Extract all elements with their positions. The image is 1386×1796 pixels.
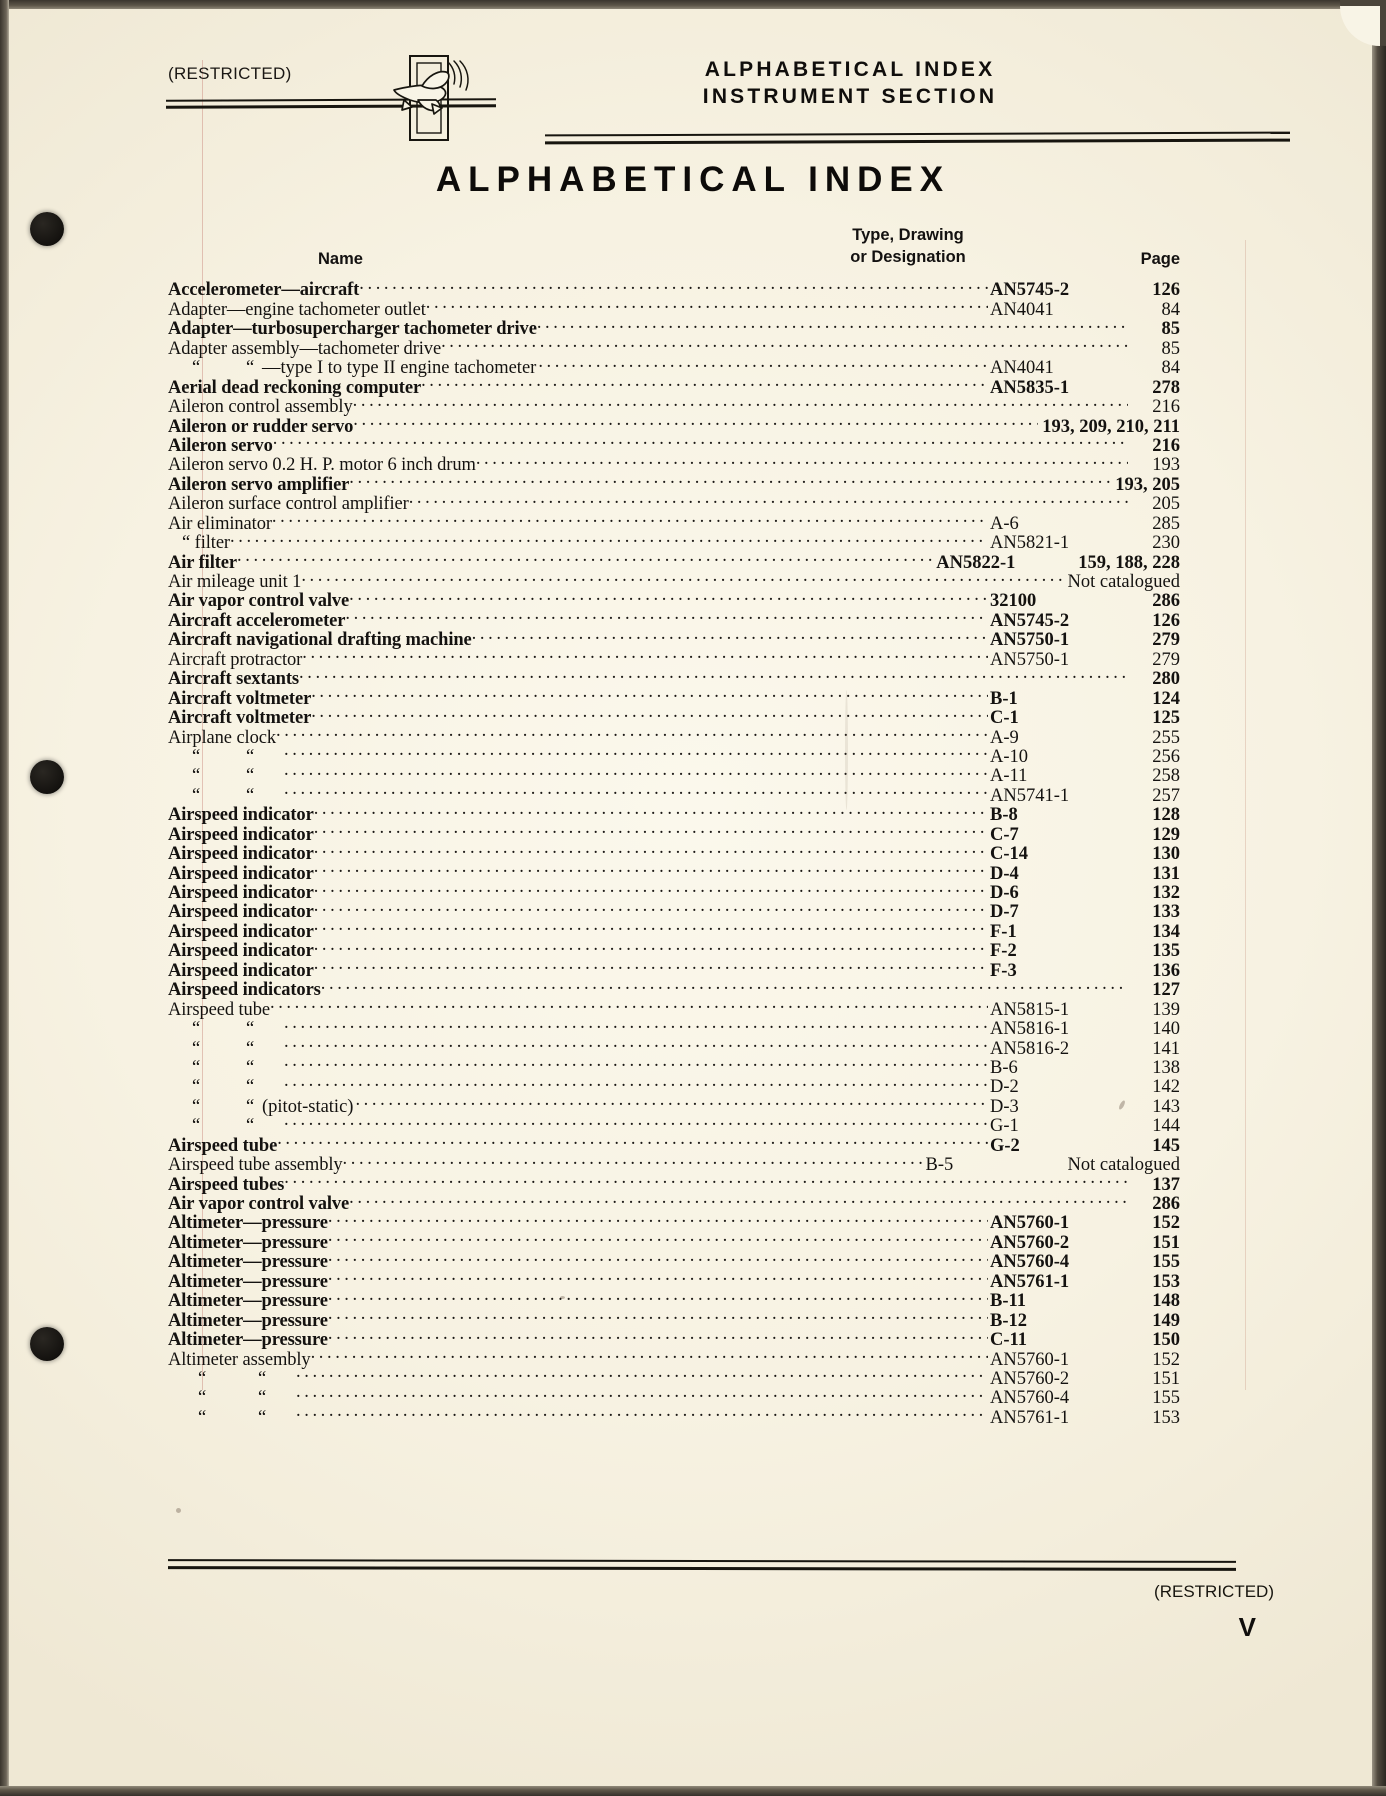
ditto-mark: “ <box>192 1019 201 1040</box>
dot-leader <box>472 626 988 645</box>
index-entry-name: Airspeed indicators <box>168 980 321 1001</box>
index-entry-name: Airspeed tube assembly <box>168 1155 343 1176</box>
index-entry-type-designation: 32100 <box>990 591 1037 612</box>
dot-leader <box>284 781 988 800</box>
index-entry-name: Aircraft voltmeter <box>168 688 312 709</box>
index-entry-name: Airspeed indicator <box>168 805 314 826</box>
table-column-headers <box>168 224 1180 276</box>
index-entry-page: 85 <box>1161 338 1180 359</box>
index-entry-page: 84 <box>1161 299 1180 320</box>
dot-leader <box>328 1209 988 1228</box>
index-entry-name: Air vapor control valve <box>168 591 350 612</box>
index-entry-row <box>168 432 1180 456</box>
index-entry-type-designation: AN5745-2 <box>990 610 1070 631</box>
dot-leader <box>311 1345 988 1364</box>
page-header <box>160 52 1230 148</box>
index-entry-page: Not catalogued <box>1067 572 1180 592</box>
index-entry-name: Adapter—engine tachometer outlet <box>168 299 426 320</box>
index-entry-type-designation: D-4 <box>990 863 1019 884</box>
index-entry-name: Airspeed indicator <box>168 883 314 903</box>
index-entry-row <box>168 665 1180 690</box>
index-entry-page: 193 <box>1152 455 1180 476</box>
index-entry-type-designation: G-2 <box>990 1135 1020 1156</box>
index-entry-type-designation: AN5815-1 <box>990 999 1070 1020</box>
index-entry-type-designation: B-11 <box>990 1291 1026 1312</box>
page-footer <box>168 1560 1274 1642</box>
dot-leader <box>421 373 988 392</box>
dot-leader <box>277 1131 988 1150</box>
alphabetical-index-table <box>168 224 1180 1428</box>
index-entry-type-designation: B-5 <box>925 1155 954 1176</box>
page-corner-top-right-inner <box>1340 6 1380 46</box>
dot-leader <box>314 859 988 878</box>
dot-leader <box>276 723 988 742</box>
index-entry-name: Aerial dead reckoning computer <box>168 377 422 398</box>
index-entry-type-designation: AN5760-4 <box>990 1388 1070 1409</box>
column-header-type-line-2: or Designation <box>850 248 966 266</box>
scan-edge-bottom <box>0 1786 1386 1796</box>
binder-punch-hole <box>30 760 64 794</box>
index-entry-name: Aileron servo 0.2 H. P. motor 6 inch drum <box>168 455 476 476</box>
header-title <box>640 56 1060 110</box>
index-entry-page: 286 <box>1152 591 1180 612</box>
index-entry-type-designation: AN5822-1 <box>936 552 1016 573</box>
index-entry-page: 256 <box>1152 746 1180 767</box>
dot-leader <box>328 1248 988 1267</box>
dot-leader <box>270 995 988 1014</box>
index-entry-subname: (pitot-static) <box>262 1096 354 1117</box>
dot-leader <box>272 509 988 528</box>
index-entry-row <box>168 684 1180 709</box>
index-entry-type-designation: C-11 <box>990 1330 1027 1351</box>
dot-leader <box>284 1170 1128 1189</box>
dot-leader <box>230 529 988 548</box>
index-entry-type-designation: AN5760-2 <box>990 1232 1070 1253</box>
index-entry-page: 216 <box>1152 435 1180 456</box>
index-entry-page: 152 <box>1152 1213 1180 1234</box>
index-entry-page: 139 <box>1152 999 1180 1020</box>
dot-leader <box>314 820 988 839</box>
index-entry-name: Airspeed indicator <box>168 863 314 884</box>
dot-leader <box>314 956 988 975</box>
ditto-mark: “ <box>198 1368 207 1389</box>
ditto-mark: “ <box>192 1077 201 1098</box>
ditto-mark: “ <box>198 1388 207 1409</box>
index-entry-name: Aileron surface control amplifier <box>168 494 409 515</box>
index-entry-page: 142 <box>1152 1077 1180 1098</box>
dot-leader <box>302 645 988 664</box>
index-entry-page: 257 <box>1152 785 1180 806</box>
index-entry-page: 126 <box>1152 280 1180 301</box>
index-entry-name: Aileron servo amplifier <box>168 474 350 495</box>
index-entry-row <box>168 995 1180 1020</box>
index-entry-type-designation: AN5816-1 <box>990 1019 1070 1040</box>
index-entry-page: 279 <box>1152 649 1180 670</box>
dot-leader <box>284 762 988 781</box>
index-entry-name: Altimeter—pressure <box>168 1213 328 1234</box>
dot-leader <box>343 1151 924 1170</box>
dot-leader <box>328 1287 988 1306</box>
index-entry-type-designation: B-12 <box>990 1310 1027 1331</box>
index-entry-page: 159, 188, 228 <box>1078 552 1180 573</box>
index-entry-page: 128 <box>1152 805 1180 826</box>
index-entry-row <box>168 976 1180 1001</box>
column-header-page: Page <box>1140 250 1180 268</box>
ditto-mark: “ <box>246 1077 255 1098</box>
index-entry-row <box>168 1190 1180 1214</box>
ditto-mark: “ <box>246 1038 255 1059</box>
index-entry-page: 258 <box>1152 766 1180 787</box>
index-entry-list <box>168 276 1180 1428</box>
index-entry-page: 134 <box>1152 921 1180 942</box>
index-entry-type-designation: A-10 <box>990 746 1029 767</box>
index-entry-page: 278 <box>1152 377 1180 398</box>
dot-leader <box>301 568 1063 587</box>
index-entry-name: Airspeed indicator <box>168 824 314 845</box>
dot-leader <box>353 412 1038 431</box>
index-entry-name: Airspeed tube <box>168 1135 278 1156</box>
dot-leader <box>296 1384 988 1403</box>
column-header-type <box>823 224 993 268</box>
ditto-mark: “ <box>258 1388 267 1409</box>
index-entry-name: Aircraft protractor <box>168 649 303 670</box>
index-entry-page: 216 <box>1152 397 1180 418</box>
index-entry-name: “ filter <box>182 533 230 554</box>
ditto-mark: “ <box>192 785 201 806</box>
ditto-mark: “ <box>246 1116 255 1137</box>
index-entry-page: 285 <box>1152 513 1180 534</box>
scan-edge-left <box>0 0 9 1796</box>
index-entry-page: 135 <box>1152 941 1180 962</box>
index-entry-name: Air mileage unit 1 <box>168 572 302 592</box>
index-entry-row <box>168 451 1180 476</box>
header-title-line-2: INSTRUMENT SECTION <box>702 85 998 108</box>
index-entry-page: 155 <box>1152 1388 1180 1409</box>
ditto-mark: “ <box>192 358 201 379</box>
ditto-mark: “ <box>192 1116 201 1137</box>
index-entry-type-designation: B-6 <box>990 1057 1018 1078</box>
index-entry-name: Airspeed indicator <box>168 902 314 923</box>
dot-leader <box>328 1306 988 1325</box>
index-entry-type-designation: AN5750-1 <box>990 630 1070 651</box>
index-entry-name: Airspeed indicator <box>168 941 314 962</box>
index-entry-page: 140 <box>1152 1019 1180 1040</box>
index-entry-page: 129 <box>1152 824 1180 845</box>
dot-leader <box>321 976 1128 995</box>
index-entry-name: Altimeter—pressure <box>168 1271 328 1292</box>
airplane-in-frame-icon <box>388 48 484 148</box>
dot-leader <box>284 743 988 762</box>
index-entry-page: 279 <box>1152 630 1180 651</box>
index-entry-type-designation: AN4041 <box>990 299 1054 320</box>
index-entry-name: Altimeter—pressure <box>168 1291 328 1312</box>
restricted-label-top: (RESTRICTED) <box>168 64 292 83</box>
index-entry-page: 133 <box>1152 902 1180 923</box>
ditto-mark: “ <box>246 1019 255 1040</box>
dot-leader <box>284 1054 988 1073</box>
index-entry-type-designation: C-14 <box>990 844 1029 865</box>
dot-leader <box>349 1190 1128 1209</box>
index-entry-page: 130 <box>1152 844 1180 865</box>
ditto-mark: “ <box>198 1407 207 1428</box>
index-entry-page: 149 <box>1152 1310 1180 1331</box>
index-entry-name: Adapter assembly—tachometer drive <box>168 338 442 359</box>
page-number: V <box>1238 1612 1256 1642</box>
dot-leader <box>314 898 988 917</box>
ditto-mark: “ <box>258 1368 267 1389</box>
index-entry-page: 151 <box>1152 1232 1180 1253</box>
index-entry-type-designation: AN5741-1 <box>990 785 1070 806</box>
index-entry-page: 144 <box>1152 1116 1180 1137</box>
index-entry-type-designation: D-2 <box>990 1077 1019 1098</box>
dot-leader <box>284 1073 988 1092</box>
index-entry-type-designation: AN5821-1 <box>990 533 1070 554</box>
dot-leader <box>311 684 988 703</box>
dot-leader <box>273 432 1128 451</box>
ditto-mark: “ <box>192 1057 201 1078</box>
index-entry-name: Altimeter assembly <box>168 1349 311 1370</box>
header-rule-right <box>545 133 1290 142</box>
index-entry-name: Altimeter—pressure <box>168 1330 328 1351</box>
index-entry-type-designation: AN5760-4 <box>990 1252 1070 1273</box>
dot-leader <box>476 451 1128 470</box>
index-entry-page: 205 <box>1152 494 1180 515</box>
index-entry-type-designation: AN5761-1 <box>990 1407 1070 1428</box>
index-entry-type-designation: AN5761-1 <box>990 1271 1070 1292</box>
dot-leader <box>328 1326 988 1345</box>
index-entry-name: Airspeed indicator <box>168 960 314 981</box>
dot-leader <box>426 295 988 314</box>
binder-punch-hole <box>30 1327 64 1361</box>
index-entry-type-designation: B-8 <box>990 805 1018 826</box>
index-entry-page: 230 <box>1152 533 1180 554</box>
index-entry-type-designation: AN5745-2 <box>990 280 1070 301</box>
index-entry-row <box>168 509 1180 534</box>
index-entry-type-designation: AN5835-1 <box>990 377 1070 398</box>
index-entry-type-designation: G-1 <box>990 1116 1019 1137</box>
index-entry-type-designation: F-1 <box>990 921 1017 942</box>
index-entry-page: 145 <box>1152 1135 1180 1156</box>
dot-leader <box>314 937 988 956</box>
dot-leader <box>299 665 1128 684</box>
index-entry-page: 138 <box>1152 1057 1180 1078</box>
dot-leader <box>409 490 1128 509</box>
index-entry-type-designation: AN5760-2 <box>990 1368 1070 1389</box>
header-title-line-1: ALPHABETICAL INDEX <box>704 58 996 81</box>
index-entry-row <box>168 276 1180 301</box>
index-entry-page: 153 <box>1152 1271 1180 1292</box>
index-entry-type-designation: D-6 <box>990 883 1019 903</box>
scan-edge-top <box>0 0 1386 9</box>
dot-leader <box>237 548 934 567</box>
dot-leader <box>314 840 988 859</box>
dot-leader <box>538 354 988 373</box>
index-entry-page: 124 <box>1152 688 1180 709</box>
index-entry-page: 155 <box>1152 1252 1180 1273</box>
ditto-mark: “ <box>192 746 201 767</box>
restricted-label-bottom: (RESTRICTED) <box>1154 1582 1274 1601</box>
index-entry-page: 141 <box>1152 1038 1180 1059</box>
index-entry-page: 151 <box>1152 1368 1180 1389</box>
scan-speck <box>176 1508 181 1513</box>
ditto-mark: “ <box>192 1096 201 1117</box>
column-header-type-line-1: Type, Drawing <box>852 226 964 244</box>
scan-edge-right <box>1372 0 1386 1796</box>
index-entry-type-designation: D-7 <box>990 902 1019 923</box>
index-entry-page: 193, 205 <box>1115 474 1180 495</box>
index-entry-type-designation: AN5760-1 <box>990 1213 1070 1234</box>
index-entry-row <box>168 587 1180 612</box>
ditto-mark: “ <box>246 746 255 767</box>
index-entry-page: 152 <box>1152 1349 1180 1370</box>
index-entry-row <box>168 568 1180 592</box>
index-entry-subname: —type I to type II engine tachometer <box>262 358 537 379</box>
ditto-mark: “ <box>246 358 255 379</box>
index-entry-type-designation: AN5760-1 <box>990 1349 1070 1370</box>
dot-leader <box>359 276 988 295</box>
index-entry-type-designation: A-6 <box>990 513 1019 534</box>
index-entry-name: Accelerometer—aircraft <box>168 280 360 301</box>
dot-leader <box>353 393 1128 412</box>
footer-rule <box>168 1560 1236 1569</box>
dot-leader <box>328 1228 988 1247</box>
margin-rule-right <box>1245 240 1246 1390</box>
index-entry-page: 150 <box>1152 1330 1180 1351</box>
dot-leader <box>311 704 988 723</box>
ditto-mark: “ <box>192 1038 201 1059</box>
index-entry-name: Aircraft accelerometer <box>168 610 346 631</box>
index-entry-page: 136 <box>1152 960 1180 981</box>
index-entry-name: Altimeter—pressure <box>168 1252 328 1273</box>
page-title: ALPHABETICAL INDEX <box>435 160 951 199</box>
index-entry-page: 126 <box>1152 610 1180 631</box>
dot-leader <box>441 334 1128 353</box>
index-entry-type-designation: AN5750-1 <box>990 649 1070 670</box>
index-entry-name: Airspeed indicator <box>168 921 314 942</box>
index-entry-page: 148 <box>1152 1291 1180 1312</box>
dot-leader <box>328 1267 988 1286</box>
index-entry-page: 132 <box>1152 883 1180 903</box>
dot-leader <box>537 315 1128 334</box>
index-entry-name: Aileron control assembly <box>168 397 353 418</box>
index-entry-name: Aircraft navigational drafting machine <box>168 630 472 651</box>
index-entry-page: 127 <box>1152 980 1180 1001</box>
ditto-mark: “ <box>258 1407 267 1428</box>
dot-leader <box>349 470 1111 489</box>
index-entry-page: 131 <box>1152 863 1180 884</box>
index-entry-name: Adapter—turbosupercharger tachometer drive <box>168 319 537 340</box>
dot-leader <box>355 1092 988 1111</box>
index-entry-page: 85 <box>1161 319 1180 340</box>
dot-leader <box>314 879 988 898</box>
index-entry-type-designation: D-3 <box>990 1096 1019 1117</box>
index-entry-page: 286 <box>1152 1194 1180 1214</box>
dot-leader <box>284 1112 988 1131</box>
column-header-name: Name <box>318 250 363 268</box>
index-entry-type-designation: F-3 <box>990 960 1017 981</box>
index-entry-name: Aircraft sextants <box>168 669 300 690</box>
ditto-mark: “ <box>246 785 255 806</box>
index-entry-name: Airspeed tube <box>168 999 270 1020</box>
index-entry-name: Aileron or rudder servo <box>168 416 354 437</box>
index-entry-page: 280 <box>1152 669 1180 690</box>
index-entry-page: 125 <box>1152 708 1180 729</box>
index-entry-type-designation: F-2 <box>990 941 1017 962</box>
index-entry-page: 143 <box>1152 1096 1180 1117</box>
ditto-mark: “ <box>246 766 255 787</box>
ditto-mark: “ <box>246 1096 255 1117</box>
ditto-mark: “ <box>246 1057 255 1078</box>
index-entry-type-designation: C-7 <box>990 824 1019 845</box>
index-entry-row <box>168 1170 1180 1195</box>
index-entry-name: Aircraft voltmeter <box>168 708 312 729</box>
dot-leader <box>314 801 988 820</box>
index-entry-name: Altimeter—pressure <box>168 1232 328 1253</box>
dot-leader <box>284 1015 988 1034</box>
index-entry-name: Air eliminator <box>168 513 272 534</box>
index-entry-name: Airspeed tubes <box>168 1174 285 1195</box>
dot-leader <box>349 587 988 606</box>
index-entry-type-designation: B-1 <box>990 688 1018 709</box>
dot-leader <box>296 1403 988 1422</box>
index-entry-type-designation: AN4041 <box>990 358 1054 379</box>
dot-leader <box>345 606 988 625</box>
dot-leader <box>296 1365 988 1384</box>
index-entry-page: 255 <box>1152 727 1180 748</box>
index-entry-type-designation: C-1 <box>990 708 1019 729</box>
dot-leader <box>314 917 988 936</box>
index-entry-page: 137 <box>1152 1174 1180 1195</box>
index-entry-page: 84 <box>1161 358 1180 379</box>
index-entry-type-designation: AN5816-2 <box>990 1038 1070 1059</box>
index-entry-name: Air filter <box>168 552 238 573</box>
index-entry-name: Altimeter—pressure <box>168 1310 328 1331</box>
index-entry-type-designation: A-11 <box>990 766 1028 787</box>
dot-leader <box>284 1034 988 1053</box>
index-entry-name: Airspeed indicator <box>168 844 314 865</box>
ditto-mark: “ <box>192 766 201 787</box>
index-entry-page: Not catalogued <box>1067 1155 1180 1176</box>
index-entry-page: 193, 209, 210, 211 <box>1042 416 1180 437</box>
index-entry-name: Aileron servo <box>168 435 273 456</box>
index-entry-page: 153 <box>1152 1407 1180 1428</box>
index-entry-type-designation: A-9 <box>990 727 1019 748</box>
binder-punch-hole <box>30 212 64 246</box>
index-entry-name: Airplane clock <box>168 727 277 748</box>
index-entry-name: Air vapor control valve <box>168 1194 350 1214</box>
